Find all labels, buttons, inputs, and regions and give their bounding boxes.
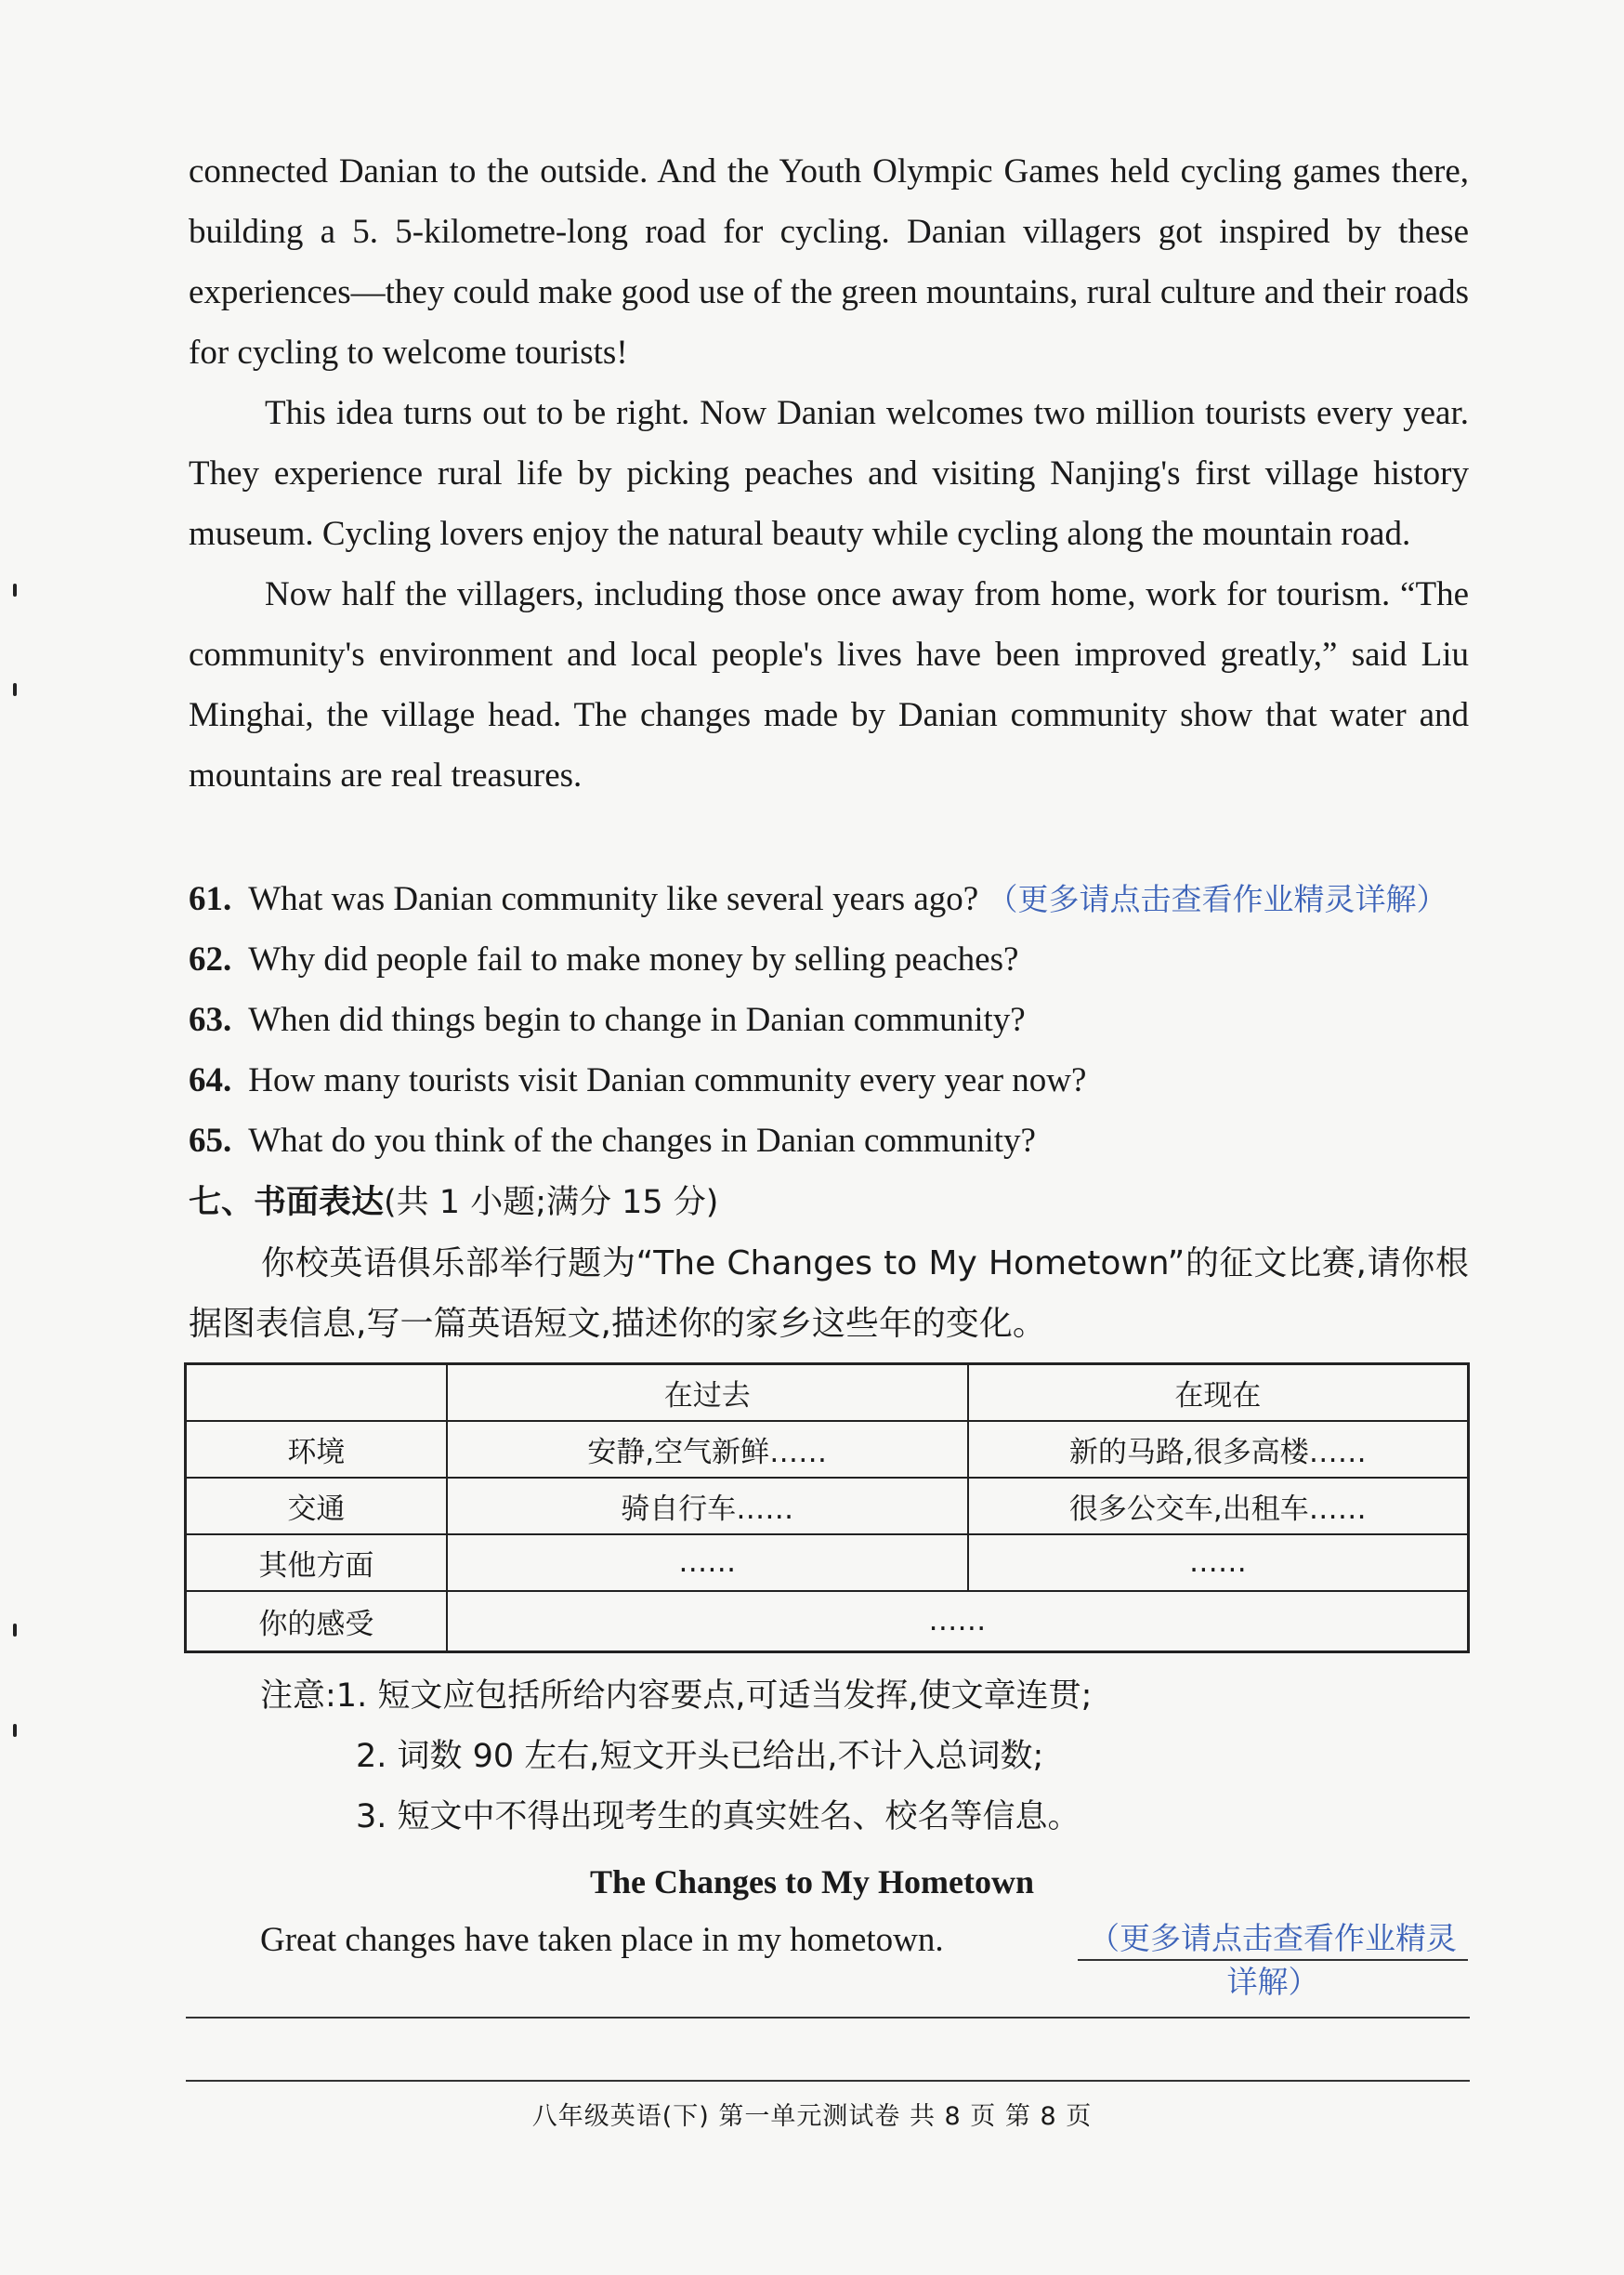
table-row: 交通 骑自行车…… 很多公交车,出租车…… xyxy=(186,1478,1469,1534)
notes xyxy=(260,1666,1092,1848)
question-64: 64. How many tourists visit Danian community every year now? xyxy=(189,1061,1087,1099)
question-65: 65. What do you think of the changes in Danian community? xyxy=(189,1122,1036,1160)
answer-line[interactable] xyxy=(186,2080,1470,2082)
passage-paragraph-2: This idea turns out to be right. Now Danian welcomes two million tourists every year. They experience rural life by picking peaches and visiting Nanjing's first village history museum. Cycling lovers enjoy the natural beauty while cycling along the mountain road. xyxy=(189,394,1469,553)
table-row: 环境 安静,空气新鲜…… 新的马路,很多高楼…… xyxy=(186,1421,1469,1478)
note-item-2: 2. 词数 90 左右,短文开头已给出,不计入总词数; xyxy=(356,1738,1044,1775)
binding-mark xyxy=(13,683,17,696)
binding-mark xyxy=(13,1624,17,1637)
question-61: 61. What was Danian community like several years ago? （更多请点击查看作业精灵详解） xyxy=(189,880,1447,918)
table-row: 其他方面 …… …… xyxy=(186,1534,1469,1591)
question-62: 62. Why did people fail to make money by selling peaches? xyxy=(189,940,1019,979)
binding-mark xyxy=(13,584,17,597)
essay-opening: Great changes have taken place in my hometown. xyxy=(260,1921,944,1959)
answer-line[interactable] xyxy=(186,2017,1470,2019)
note-item-1: 注意:1. 短文应包括所给内容要点,可适当发挥,使文章连贯; xyxy=(260,1677,1093,1715)
info-table xyxy=(184,1362,1470,1653)
detail-link[interactable]: （更多请点击查看作业精灵详解） xyxy=(1089,1920,1457,2000)
reading-passage xyxy=(189,141,1469,806)
note-item-3: 3. 短文中不得出现考生的真实姓名、校名等信息。 xyxy=(356,1798,1080,1835)
table-row-feeling: 你的感受 …… xyxy=(186,1591,1469,1652)
detail-link[interactable]: （更多请点击查看作业精灵详解） xyxy=(987,881,1447,917)
answer-line[interactable] xyxy=(1078,1914,1468,2000)
passage-paragraph-3: Now half the villagers, including those once away from home, work for tourism. “The community's environment and local people's lives have been improved greatly,” said Liu Minghai, the village head. The changes made by Danian community show that water and mountains are real treasures. xyxy=(189,575,1469,795)
binding-mark xyxy=(13,1724,17,1737)
table-header-row: 在过去 在现在 xyxy=(186,1364,1469,1421)
section-heading: 七、书面表达(共 1 小题;满分 15 分) xyxy=(189,1184,719,1221)
page-footer: 八年级英语(下) 第一单元测试卷 共 8 页 第 8 页 xyxy=(531,2102,1093,2131)
essay-title: The Changes to My Hometown xyxy=(590,1863,1034,1900)
writing-instruction: 你校英语俱乐部举行题为“The Changes to My Hometown”的征文比赛,请你根据图表信息,写一篇英语短文,描述你的家乡这些年的变化。 xyxy=(189,1244,1469,1343)
question-63: 63. When did things begin to change in Danian community? xyxy=(189,1001,1026,1039)
passage-paragraph-1: connected Danian to the outside. And the Youth Olympic Games held cycling games there, building a 5. 5-kilometre-long road for cycling. Danian villagers got inspired by these experiences—they could make good use of the green mountains, rural culture and their roads for cycling to welcome tourists! xyxy=(189,152,1469,372)
